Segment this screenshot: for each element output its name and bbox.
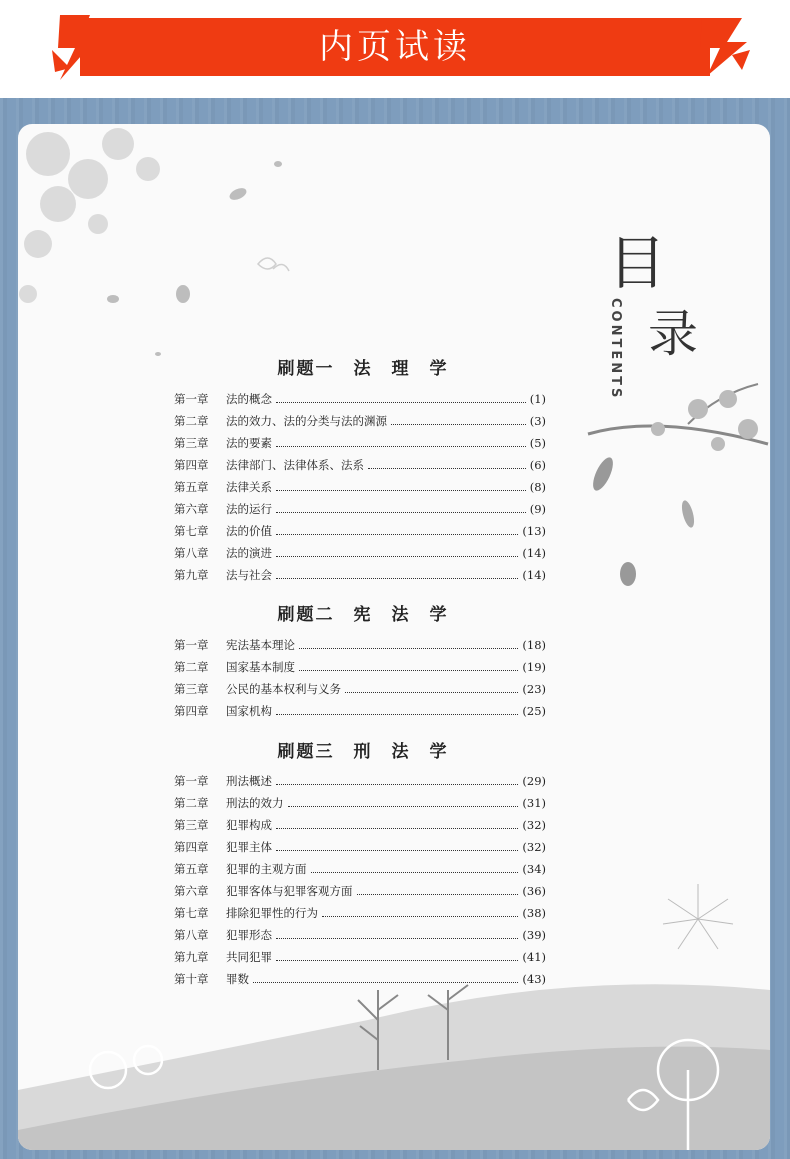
toc-title-char-1: 目 [608,229,667,297]
toc-row[interactable]: 第四章 国家机构 (25) [174,704,546,718]
toc-row[interactable]: 第六章 犯罪客体与犯罪客观方面 (36) [174,884,546,898]
toc-row[interactable]: 第九章 共同犯罪 (41) [174,950,546,964]
toc-row[interactable]: 第一章 法的概念 (1) [174,392,546,406]
toc-row[interactable]: 第四章 法律部门、法律体系、法系 (6) [174,458,546,472]
section-title-constitutional-law: 刷题二 宪 法 学 [277,605,449,625]
toc-row[interactable]: 第七章 法的价值 (13) [174,524,546,538]
toc-row[interactable]: 第五章 法律关系 (8) [174,480,546,494]
toc-row[interactable]: 第五章 犯罪的主观方面 (34) [174,862,546,876]
toc-row[interactable]: 第八章 法的演进 (14) [174,546,546,560]
dandelion-icon [658,879,738,959]
toc-row[interactable]: 第二章 刑法的效力 (31) [174,796,546,810]
toc-row[interactable]: 第一章 刑法概述 (29) [174,774,546,788]
flower-branch-icon [578,374,770,594]
section-title-criminal-law: 刷题三 刑 法 学 [277,742,449,762]
blossom-branch-icon [18,124,318,384]
toc-row[interactable]: 第四章 犯罪主体 (32) [174,840,546,854]
toc-row[interactable]: 第二章 国家基本制度 (19) [174,660,546,674]
toc-row[interactable]: 第三章 法的要素 (5) [174,436,546,450]
toc-row[interactable]: 第三章 公民的基本权利与义务 (23) [174,682,546,696]
toc-row[interactable]: 第二章 法的效力、法的分类与法的渊源 (3) [174,414,546,428]
section-title-jurisprudence: 刷题一 法 理 学 [277,359,449,379]
toc-row[interactable]: 第六章 法的运行 (9) [174,502,546,516]
contents-page [18,124,770,1150]
toc-row[interactable]: 第九章 法与社会 (14) [174,568,546,582]
toc-row[interactable]: 第三章 犯罪构成 (32) [174,818,546,832]
toc-row[interactable]: 第七章 排除犯罪性的行为 (38) [174,906,546,920]
toc-row[interactable]: 第八章 犯罪形态 (39) [174,928,546,942]
banner-title: 内页试读 [319,27,471,67]
banner [0,0,790,98]
toc-row[interactable]: 第一章 宪法基本理论 (18) [174,638,546,652]
toc-row[interactable]: 第十章 罪数 (43) [174,972,546,986]
toc-title-char-2: 录 [648,305,698,363]
contents-word: CONTENTS [608,298,623,401]
